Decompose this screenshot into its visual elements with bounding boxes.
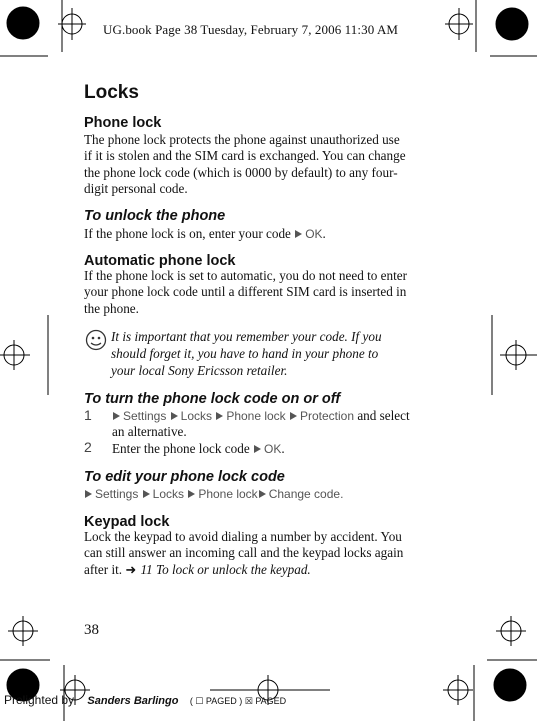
- punctuation: .: [322, 226, 326, 241]
- arrow-right-icon: [259, 490, 266, 498]
- text-line: digit personal code.: [84, 180, 188, 196]
- menu-item: Protection: [299, 409, 355, 423]
- arrow-right-icon: [85, 490, 92, 498]
- arrow-right-icon: [254, 445, 261, 453]
- arrow-right-icon: [188, 490, 195, 498]
- step-1-text: [112, 408, 457, 441]
- text-line: The phone lock protects the phone against unauthorized use: [84, 132, 400, 147]
- text-line: the phone lock code (which is 0000 by default) to any four-: [84, 164, 398, 180]
- footer-paged-box: ( ☐ PAGED ) ☒ PAGED: [189, 696, 287, 706]
- text-line: the phone.: [84, 300, 139, 316]
- step-2-label: Enter the phone lock code: [112, 441, 250, 456]
- footer-brand: Sanders Barlingo: [87, 695, 179, 707]
- arrow-right-icon: [113, 412, 120, 420]
- footer-paged: PAGED: [205, 696, 237, 706]
- text-line: your local Sony Ericsson retailer.: [111, 363, 288, 379]
- text-line: Lock the keypad to avoid dialing a number by accident. You: [84, 529, 402, 544]
- menu-item: Settings: [123, 409, 167, 423]
- footer-paged-2: PAGED: [255, 696, 287, 706]
- note-text: [111, 328, 451, 380]
- ok-softkey: OK: [305, 227, 323, 241]
- page-header: UG.book Page 38 Tuesday, February 7, 2006 11:30 AM: [103, 22, 399, 37]
- arrow-right-icon: [143, 490, 150, 498]
- menu-item: Phone lock: [198, 487, 258, 501]
- footer-imprint: [4, 693, 286, 707]
- punctuation: .: [281, 441, 285, 456]
- arrow-right-icon: [216, 412, 223, 420]
- phone-lock-paragraph: [84, 132, 456, 197]
- text-line: your phone lock code until a different SIM card is inserted in: [84, 284, 407, 300]
- footer-prefix: Prelighted by: [4, 693, 75, 707]
- menu-item: Locks: [152, 487, 185, 501]
- section-heading-phone-lock: Phone lock: [84, 115, 162, 131]
- step-2-text: [112, 441, 457, 457]
- text-line: If the phone lock is set to automatic, you do not need to enter: [84, 268, 408, 283]
- text-line: It is important that you remember your code. If you: [111, 329, 382, 344]
- text-line-start: after it.: [84, 561, 123, 577]
- arrow-right-icon: [290, 412, 297, 420]
- step-number: 1: [84, 407, 92, 423]
- edit-menu-path: [84, 486, 456, 502]
- subheading-edit-lock-code: To edit your phone lock code: [84, 469, 285, 485]
- text-line: [84, 562, 456, 578]
- text-line: can still answer an incoming call and the keypad locks again: [84, 545, 404, 561]
- unlock-paragraph: [84, 226, 456, 242]
- step-number: 2: [84, 439, 92, 455]
- page-title: Locks: [84, 82, 139, 103]
- menu-item: Locks: [180, 409, 213, 423]
- menu-item: Change code: [268, 487, 341, 501]
- unlock-text: If the phone lock is on, enter your code: [84, 226, 291, 241]
- punctuation: .: [340, 487, 344, 501]
- subheading-turn-lock-on-off: To turn the phone lock code on or off: [84, 391, 341, 407]
- text-line: should forget it, you have to hand in your phone to: [111, 346, 379, 362]
- keypad-lock-paragraph: [84, 529, 456, 578]
- step-1-rest: and select: [357, 408, 410, 423]
- automatic-lock-paragraph: [84, 268, 456, 317]
- hint-icon: [85, 329, 107, 351]
- ok-softkey: OK: [263, 442, 282, 456]
- menu-item: Settings: [95, 487, 139, 501]
- section-heading-automatic-lock: Automatic phone lock: [84, 253, 236, 269]
- text-line: if it is stolen and the SIM card is exchanged. You can change: [84, 148, 406, 164]
- cross-reference-arrow-icon: ➜: [125, 561, 137, 577]
- page-number: 38: [84, 622, 99, 638]
- cross-reference-link[interactable]: 11 To lock or unlock the keypad.: [140, 561, 311, 577]
- arrow-right-icon: [171, 412, 178, 420]
- section-heading-keypad-lock: Keypad lock: [84, 514, 170, 530]
- menu-item: Phone lock: [226, 409, 286, 423]
- step-1-rest-line2: an alternative.: [112, 424, 187, 440]
- arrow-right-icon: [295, 230, 302, 238]
- subheading-unlock-phone: To unlock the phone: [84, 208, 226, 224]
